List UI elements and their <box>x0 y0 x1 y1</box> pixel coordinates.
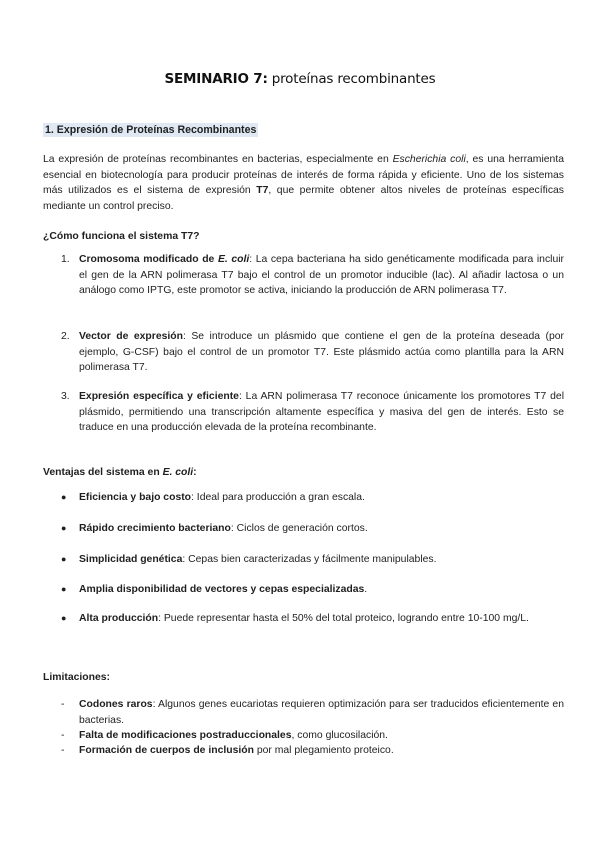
list-item-text <box>79 389 564 436</box>
intro-t7: T7 <box>256 185 269 197</box>
intro-paragraph <box>43 152 564 214</box>
bullet-icon: ● <box>61 554 67 564</box>
bullet-bold: Alta producción <box>79 613 159 624</box>
bullet-body: : Puede representar hasta el 50% del total proteico, logrando entre 10-100 mg/L. <box>158 613 529 624</box>
list-item-body: : Se introduce un plásmido que contiene el gen de la proteína deseada (por ejemplo, G-CSF) bajo el control de un promotor T7. Este plásmido actúa como plantilla para la ARN polimerasa T7. <box>79 331 564 374</box>
dash-body: : Algunos genes eucariotas requieren optimización para ser traducidos eficientemente en bacterias. <box>79 699 564 726</box>
limitations-heading: Limitaciones: <box>43 672 110 683</box>
bullet-text <box>79 490 564 506</box>
list-item-number: 3. <box>61 391 70 402</box>
dash-text <box>79 697 564 728</box>
dash-body: por mal plegamiento proteico. <box>253 745 394 756</box>
bullet-bold: Simplicidad genética <box>79 554 183 565</box>
dash-bold: Formación de cuerpos de inclusión <box>79 745 254 756</box>
title-rest: proteínas recombinantes <box>267 71 436 87</box>
intro-text-a: La expresión de proteínas recombinantes en bacterias, especialmente en <box>43 154 393 165</box>
advantages-heading <box>43 465 197 481</box>
bullet-text <box>79 521 564 537</box>
bullet-icon: ● <box>61 584 67 594</box>
bullet-text <box>79 582 564 598</box>
list-item <box>43 389 564 436</box>
bullet-item <box>43 521 564 537</box>
bullet-body: : Ideal para producción a gran escala. <box>191 492 365 503</box>
bullet-body: . <box>364 584 368 595</box>
intro-text-c: , que permite obtener altos niveles de proteínas específicas mediante un control preciso. <box>43 185 564 212</box>
section-heading-text: 1. Expresión de Proteínas Recombinantes <box>45 124 257 136</box>
bullet-item <box>43 552 564 568</box>
section-heading <box>43 123 258 139</box>
advantages-heading-b: : <box>193 467 197 478</box>
bullet-bold: Amplia disponibilidad de vectores y cepas especializadas <box>79 584 365 595</box>
list-item-bold: Expresión específica y eficiente <box>79 391 239 402</box>
dash-item <box>43 743 564 759</box>
dash-body: , como glucosilación. <box>291 730 388 741</box>
dash-text <box>79 743 564 759</box>
dash-item <box>43 697 564 728</box>
list-item-text <box>79 252 564 299</box>
dash-bold: Falta de modificaciones postraduccionales <box>79 730 292 741</box>
title-bold: SEMINARIO 7: <box>164 71 268 87</box>
bullet-icon: ● <box>61 492 67 502</box>
bullet-icon: ● <box>61 613 67 623</box>
dash-item <box>43 728 564 744</box>
dash-bold: Codones raros <box>79 699 153 710</box>
bullet-item <box>43 490 564 506</box>
bullet-body: : Cepas bien caracterizadas y fácilmente manipulables. <box>182 554 437 565</box>
bullet-text <box>79 611 564 627</box>
dash-marker: - <box>61 730 65 741</box>
list-item <box>43 329 564 376</box>
list-item-text <box>79 329 564 376</box>
bullet-icon: ● <box>61 523 67 533</box>
list-item-body: : La ARN polimerasa T7 reconoce únicamente los promotores T7 del plásmido, permitiendo una transcripción altamente específica y masiva del gen de interés. Esto se traduce en una producción elevada de la proteína recombinante. <box>79 391 564 434</box>
bullet-bold: Rápido crecimiento bacteriano <box>79 523 231 534</box>
intro-organism: Escherichia coli <box>392 154 466 165</box>
advantages-heading-italic: E. coli <box>162 467 194 478</box>
list-item-number: 1. <box>61 254 70 265</box>
list-item <box>43 252 564 299</box>
how-heading: ¿Cómo funciona el sistema T7? <box>43 231 200 242</box>
intro-text-b: , es una herramienta esencial en biotecnología para producir proteínas de interés de forma rápida y eficiente. Uno de los sistemas más utilizados es el sistema de expresión <box>43 154 564 197</box>
list-item-bold: Cromosoma modificado de <box>79 254 218 265</box>
page-title <box>0 72 600 88</box>
advantages-heading-a: Ventajas del sistema en <box>43 467 163 478</box>
dash-marker: - <box>61 699 65 710</box>
list-item-body: : La cepa bacteriana ha sido genéticamente modificada para incluir el gen de la ARN polimerasa T7 bajo el control de un promotor inducible (lac). Al añadir lactosa o un análogo como IPTG, este promotor se activa, iniciando la producción de ARN polimerasa T7. <box>79 254 564 297</box>
list-item-bold-italic: E. coli <box>217 254 250 265</box>
bullet-item <box>43 611 564 627</box>
bullet-text <box>79 552 564 568</box>
dash-marker: - <box>61 745 65 756</box>
bullet-bold: Eficiencia y bajo costo <box>79 492 192 503</box>
bullet-body: : Ciclos de generación cortos. <box>230 523 368 534</box>
dash-text <box>79 728 564 744</box>
bullet-item <box>43 582 564 598</box>
list-item-number: 2. <box>61 331 70 342</box>
list-item-bold: Vector de expresión <box>79 331 183 342</box>
